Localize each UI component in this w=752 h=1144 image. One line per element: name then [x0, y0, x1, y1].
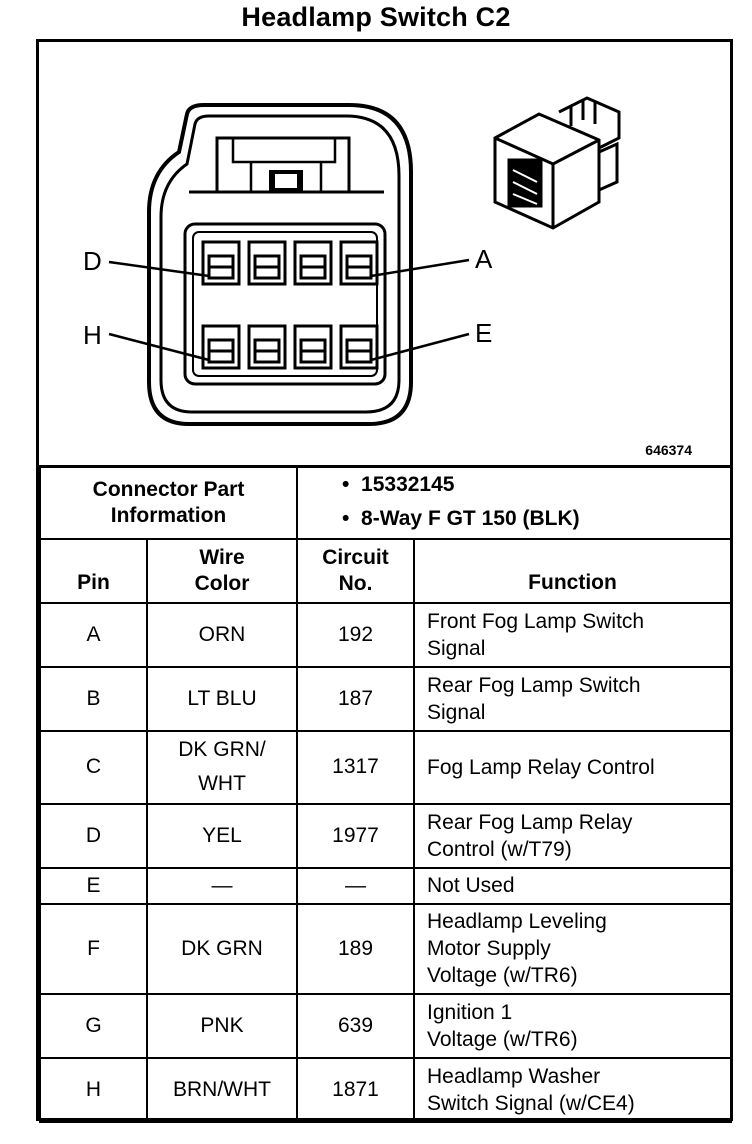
pin-cell: B: [40, 667, 147, 731]
circuit-cell: 189: [297, 904, 414, 994]
part-number: • 15332145: [342, 472, 455, 496]
table-row: [40, 868, 731, 904]
wire-color-cell: ORN: [147, 603, 297, 667]
function-cell: Not Used: [414, 868, 731, 904]
table-row: [40, 804, 731, 868]
function-cell: Fog Lamp Relay Control: [414, 731, 731, 804]
table-row: [40, 904, 731, 994]
table-row: [40, 1058, 731, 1122]
circuit-cell: 639: [297, 994, 414, 1058]
pin-label-a: A: [475, 244, 493, 274]
wire-color-cell: YEL: [147, 804, 297, 868]
function-cell: Rear Fog Lamp Switch Signal: [414, 667, 731, 731]
wire-color-cell: DK GRN/ WHT: [147, 731, 297, 804]
pin-cell: H: [40, 1058, 147, 1122]
function-cell: Ignition 1 Voltage (w/TR6): [414, 994, 731, 1058]
connector-part-info-row: [40, 467, 731, 539]
pin-cell: C: [40, 731, 147, 804]
pin-label-e: E: [475, 318, 493, 348]
circuit-cell: 187: [297, 667, 414, 731]
pin-label-h: H: [83, 320, 102, 350]
column-header-wire-color: Wire Color: [147, 539, 297, 603]
table-row: [40, 994, 731, 1058]
wire-color-cell: —: [147, 868, 297, 904]
table-header-row: [40, 539, 731, 603]
pin-label-d: D: [83, 246, 102, 276]
table-row: [40, 731, 731, 804]
circuit-cell: 192: [297, 603, 414, 667]
pin-cell: A: [40, 603, 147, 667]
pin-cell: E: [40, 868, 147, 904]
connector-frame: [36, 39, 733, 1121]
circuit-cell: 1977: [297, 804, 414, 868]
connector-pinout-table: [39, 465, 732, 1123]
wire-color-cell: BRN/WHT: [147, 1058, 297, 1122]
pin-cell: F: [40, 904, 147, 994]
column-header-circuit: Circuit No.: [297, 539, 414, 603]
connector-part-info-label: Connector Part Information: [40, 467, 297, 539]
circuit-cell: 1871: [297, 1058, 414, 1122]
wire-color-cell: PNK: [147, 994, 297, 1058]
wire-color-cell: DK GRN: [147, 904, 297, 994]
page-title: Headlamp Switch C2: [241, 2, 511, 32]
function-cell: Headlamp Leveling Motor Supply Voltage (w/TR6): [414, 904, 731, 994]
pin-cell: G: [40, 994, 147, 1058]
connector-diagram: [39, 42, 730, 465]
connector-face-illustration: [39, 42, 730, 465]
figure-number: 646374: [645, 442, 692, 458]
table-row: [40, 667, 731, 731]
column-header-function: Function: [414, 539, 731, 603]
table-row: [40, 603, 731, 667]
circuit-cell: —: [297, 868, 414, 904]
circuit-cell: 1317: [297, 731, 414, 804]
function-cell: Headlamp Washer Switch Signal (w/CE4): [414, 1058, 731, 1122]
column-header-pin: Pin: [40, 539, 147, 603]
wire-color-cell: LT BLU: [147, 667, 297, 731]
connector-part-info-values: [297, 467, 731, 539]
function-cell: Rear Fog Lamp Relay Control (w/T79): [414, 804, 731, 868]
function-cell: Front Fog Lamp Switch Signal: [414, 603, 731, 667]
part-description: • 8-Way F GT 150 (BLK): [342, 506, 580, 530]
connector-isometric-icon: [495, 98, 619, 228]
pin-cell: D: [40, 804, 147, 868]
